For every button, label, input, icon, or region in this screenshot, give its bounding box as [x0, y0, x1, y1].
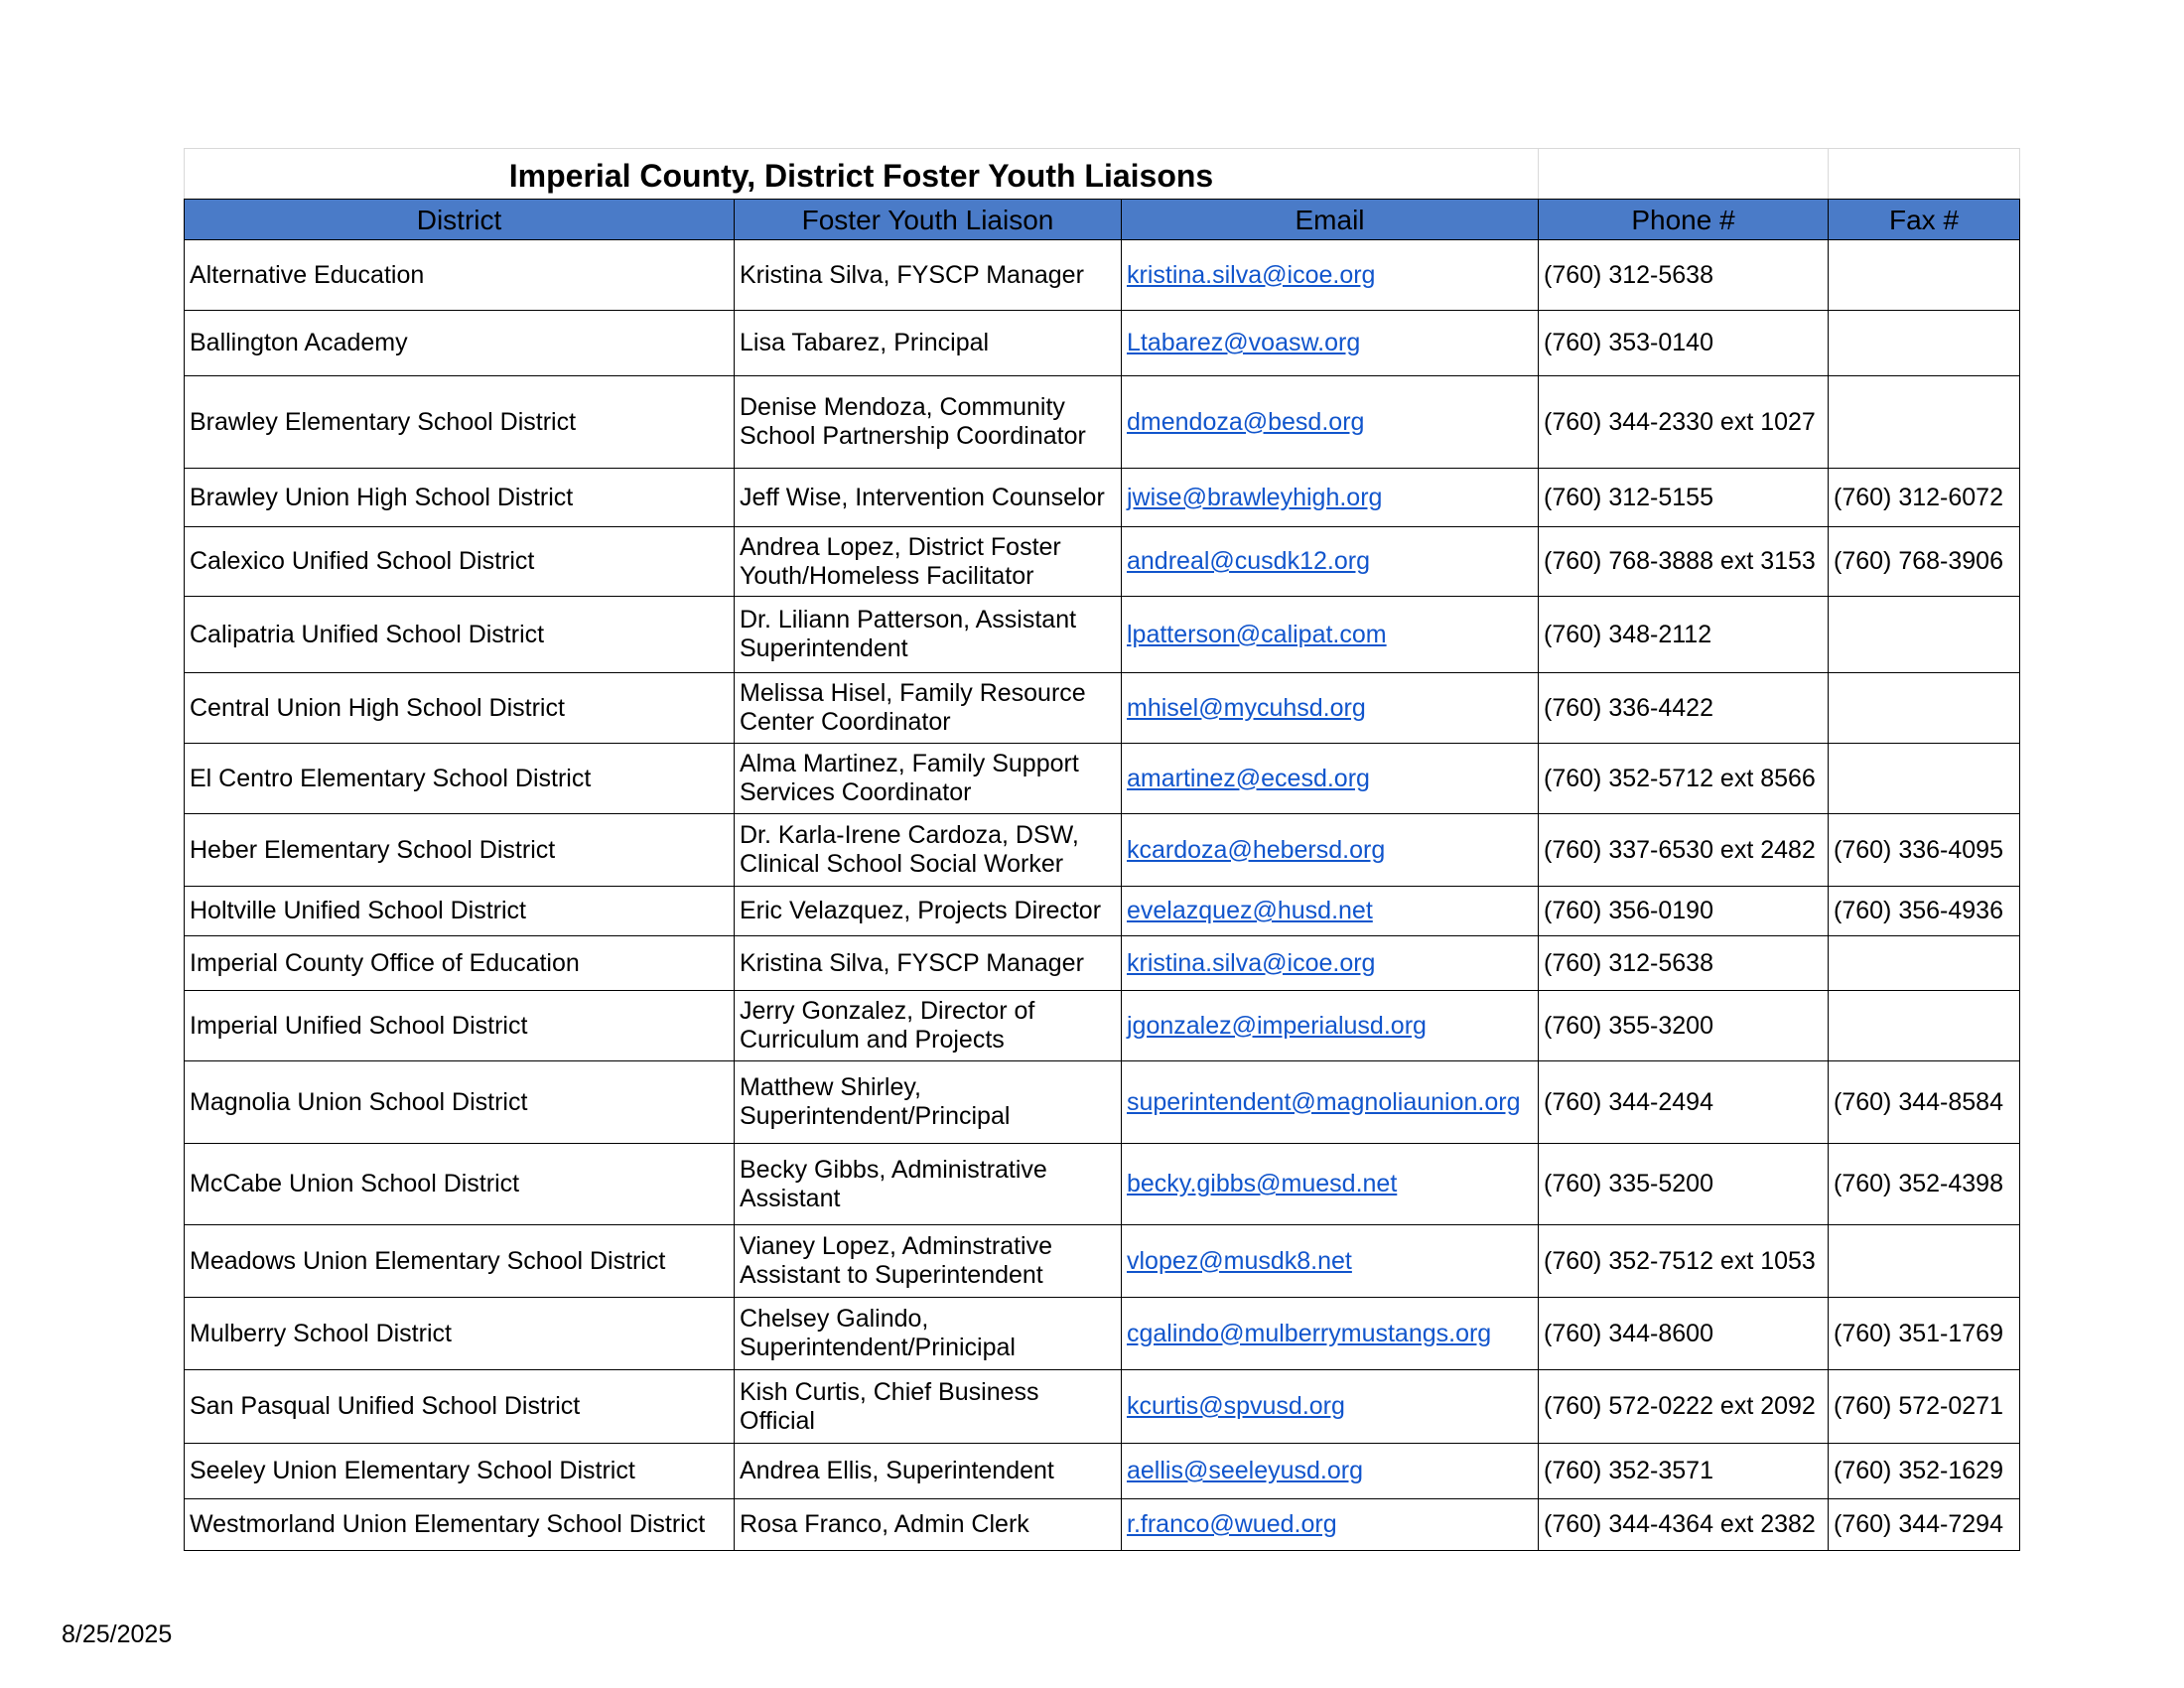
email-link[interactable]: vlopez@musdk8.net	[1127, 1246, 1352, 1275]
footer-date: 8/25/2025	[62, 1620, 173, 1648]
phone-cell: (760) 352-5712 ext 8566	[1539, 744, 1829, 814]
district-cell: Mulberry School District	[185, 1298, 735, 1370]
table-row	[185, 597, 2020, 673]
email-link[interactable]: becky.gibbs@muesd.net	[1127, 1170, 1398, 1197]
fax-cell: (760) 572-0271	[1829, 1370, 2020, 1444]
district-cell: Ballington Academy	[185, 311, 735, 376]
title-blank-cell	[1539, 149, 1829, 200]
liaison-cell: Andrea Lopez, District Foster Youth/Homeless Facilitator	[735, 527, 1122, 597]
email-link[interactable]: amartinez@ecesd.org	[1127, 764, 1370, 792]
liaison-table	[184, 148, 2020, 1551]
district-cell: Holtville Unified School District	[185, 887, 735, 936]
email-link[interactable]: evelazquez@husd.net	[1127, 897, 1373, 924]
table-row	[185, 1144, 2020, 1225]
email-cell	[1122, 240, 1539, 311]
liaison-cell: Kristina Silva, FYSCP Manager	[735, 936, 1122, 991]
phone-cell: (760) 337-6530 ext 2482	[1539, 814, 1829, 887]
liaison-cell: Becky Gibbs, Administrative Assistant	[735, 1144, 1122, 1225]
district-cell: Calipatria Unified School District	[185, 597, 735, 673]
phone-cell: (760) 312-5638	[1539, 240, 1829, 311]
email-cell	[1122, 887, 1539, 936]
column-header-phone: Phone #	[1539, 200, 1829, 240]
fax-cell	[1829, 991, 2020, 1061]
email-cell	[1122, 673, 1539, 744]
column-header-email: Email	[1122, 200, 1539, 240]
liaison-cell: Chelsey Galindo, Superintendent/Prinicipal	[735, 1298, 1122, 1370]
fax-cell	[1829, 376, 2020, 469]
email-cell	[1122, 376, 1539, 469]
liaison-cell: Alma Martinez, Family Support Services Coordinator	[735, 744, 1122, 814]
fax-cell: (760) 351-1769	[1829, 1298, 2020, 1370]
email-link[interactable]: mhisel@mycuhsd.org	[1127, 693, 1366, 722]
email-cell	[1122, 744, 1539, 814]
email-link[interactable]: kristina.silva@icoe.org	[1127, 948, 1376, 977]
table-row	[185, 673, 2020, 744]
title-row	[185, 149, 2020, 200]
district-cell: San Pasqual Unified School District	[185, 1370, 735, 1444]
fax-cell: (760) 352-4398	[1829, 1144, 2020, 1225]
email-link[interactable]: aellis@seeleyusd.org	[1127, 1457, 1364, 1484]
district-cell: Imperial Unified School District	[185, 991, 735, 1061]
table-row	[185, 887, 2020, 936]
email-cell	[1122, 991, 1539, 1061]
email-link[interactable]: kcardoza@hebersd.org	[1127, 835, 1386, 864]
table-row	[185, 376, 2020, 469]
district-cell: Imperial County Office of Education	[185, 936, 735, 991]
phone-cell: (760) 344-2494	[1539, 1061, 1829, 1144]
email-cell	[1122, 597, 1539, 673]
district-cell: Calexico Unified School District	[185, 527, 735, 597]
phone-cell: (760) 348-2112	[1539, 597, 1829, 673]
page-title: Imperial County, District Foster Youth Liaisons	[185, 149, 1539, 200]
phone-cell: (760) 352-3571	[1539, 1444, 1829, 1499]
table-row	[185, 1061, 2020, 1144]
liaison-cell: Vianey Lopez, Adminstrative Assistant to Superintendent	[735, 1225, 1122, 1298]
liaison-cell: Dr. Liliann Patterson, Assistant Superintendent	[735, 597, 1122, 673]
email-link[interactable]: cgalindo@mulberrymustangs.org	[1127, 1319, 1492, 1347]
liaison-cell: Eric Velazquez, Projects Director	[735, 887, 1122, 936]
email-cell	[1122, 1370, 1539, 1444]
phone-cell: (760) 335-5200	[1539, 1144, 1829, 1225]
email-link[interactable]: kristina.silva@icoe.org	[1127, 260, 1376, 289]
email-cell	[1122, 311, 1539, 376]
fax-cell	[1829, 936, 2020, 991]
email-cell	[1122, 527, 1539, 597]
fax-cell	[1829, 744, 2020, 814]
email-cell	[1122, 936, 1539, 991]
liaison-cell: Matthew Shirley, Superintendent/Principal	[735, 1061, 1122, 1144]
fax-cell	[1829, 1225, 2020, 1298]
email-cell	[1122, 1444, 1539, 1499]
phone-cell: (760) 353-0140	[1539, 311, 1829, 376]
liaison-cell: Jeff Wise, Intervention Counselor	[735, 469, 1122, 527]
table-row	[185, 1444, 2020, 1499]
fax-cell: (760) 344-7294	[1829, 1499, 2020, 1551]
table-row	[185, 1298, 2020, 1370]
email-link[interactable]: jwise@brawleyhigh.org	[1127, 483, 1383, 511]
district-cell: El Centro Elementary School District	[185, 744, 735, 814]
liaison-cell: Jerry Gonzalez, Director of Curriculum and Projects	[735, 991, 1122, 1061]
liaison-cell: Kish Curtis, Chief Business Official	[735, 1370, 1122, 1444]
email-link[interactable]: jgonzalez@imperialusd.org	[1127, 1011, 1427, 1040]
phone-cell: (760) 352-7512 ext 1053	[1539, 1225, 1829, 1298]
column-header-liaison: Foster Youth Liaison	[735, 200, 1122, 240]
table-row	[185, 527, 2020, 597]
fax-cell: (760) 356-4936	[1829, 887, 2020, 936]
phone-cell: (760) 355-3200	[1539, 991, 1829, 1061]
liaison-cell: Andrea Ellis, Superintendent	[735, 1444, 1122, 1499]
table-row	[185, 744, 2020, 814]
liaison-cell: Lisa Tabarez, Principal	[735, 311, 1122, 376]
table-row	[185, 936, 2020, 991]
phone-cell: (760) 572-0222 ext 2092	[1539, 1370, 1829, 1444]
district-cell: Brawley Elementary School District	[185, 376, 735, 469]
email-cell	[1122, 1499, 1539, 1551]
phone-cell: (760) 344-2330 ext 1027	[1539, 376, 1829, 469]
email-cell	[1122, 1144, 1539, 1225]
phone-cell: (760) 312-5155	[1539, 469, 1829, 527]
phone-cell: (760) 768-3888 ext 3153	[1539, 527, 1829, 597]
liaison-cell: Kristina Silva, FYSCP Manager	[735, 240, 1122, 311]
table-row	[185, 1225, 2020, 1298]
fax-cell: (760) 336-4095	[1829, 814, 2020, 887]
liaison-cell: Melissa Hisel, Family Resource Center Coordinator	[735, 673, 1122, 744]
fax-cell: (760) 312-6072	[1829, 469, 2020, 527]
column-header-district: District	[185, 200, 735, 240]
table-row	[185, 814, 2020, 887]
fax-cell	[1829, 673, 2020, 744]
column-header-fax: Fax #	[1829, 200, 2020, 240]
fax-cell	[1829, 597, 2020, 673]
district-cell: Meadows Union Elementary School District	[185, 1225, 735, 1298]
email-link[interactable]: Ltabarez@voasw.org	[1127, 329, 1361, 356]
phone-cell: (760) 336-4422	[1539, 673, 1829, 744]
table-row	[185, 240, 2020, 311]
email-cell	[1122, 469, 1539, 527]
district-cell: McCabe Union School District	[185, 1144, 735, 1225]
fax-cell: (760) 344-8584	[1829, 1061, 2020, 1144]
table-row	[185, 1499, 2020, 1551]
email-link[interactable]: andreal@cusdk12.org	[1127, 547, 1370, 575]
liaison-cell: Rosa Franco, Admin Clerk	[735, 1499, 1122, 1551]
district-cell: Central Union High School District	[185, 673, 735, 744]
district-cell: Seeley Union Elementary School District	[185, 1444, 735, 1499]
email-link[interactable]: superintendent@magnoliaunion.org	[1127, 1087, 1521, 1116]
table-row	[185, 311, 2020, 376]
district-cell: Westmorland Union Elementary School District	[185, 1499, 735, 1551]
fax-cell: (760) 352-1629	[1829, 1444, 2020, 1499]
table-row	[185, 991, 2020, 1061]
email-cell	[1122, 1225, 1539, 1298]
liaison-cell: Denise Mendoza, Community School Partnership Coordinator	[735, 376, 1122, 469]
district-cell: Alternative Education	[185, 240, 735, 311]
phone-cell: (760) 312-5638	[1539, 936, 1829, 991]
email-link[interactable]: kcurtis@spvusd.org	[1127, 1392, 1345, 1420]
email-link[interactable]: r.franco@wued.org	[1127, 1510, 1337, 1538]
email-link[interactable]: dmendoza@besd.org	[1127, 407, 1365, 436]
district-cell: Heber Elementary School District	[185, 814, 735, 887]
email-cell	[1122, 1298, 1539, 1370]
fax-cell	[1829, 311, 2020, 376]
phone-cell: (760) 344-8600	[1539, 1298, 1829, 1370]
email-cell	[1122, 1061, 1539, 1144]
phone-cell: (760) 356-0190	[1539, 887, 1829, 936]
table-row	[185, 1370, 2020, 1444]
fax-cell	[1829, 240, 2020, 311]
fax-cell: (760) 768-3906	[1829, 527, 2020, 597]
liaison-cell: Dr. Karla-Irene Cardoza, DSW, Clinical School Social Worker	[735, 814, 1122, 887]
district-cell: Magnolia Union School District	[185, 1061, 735, 1144]
phone-cell: (760) 344-4364 ext 2382	[1539, 1499, 1829, 1551]
header-row	[185, 200, 2020, 240]
title-blank-cell	[1829, 149, 2020, 200]
email-link[interactable]: lpatterson@calipat.com	[1127, 620, 1387, 648]
table-row	[185, 469, 2020, 527]
district-cell: Brawley Union High School District	[185, 469, 735, 527]
email-cell	[1122, 814, 1539, 887]
